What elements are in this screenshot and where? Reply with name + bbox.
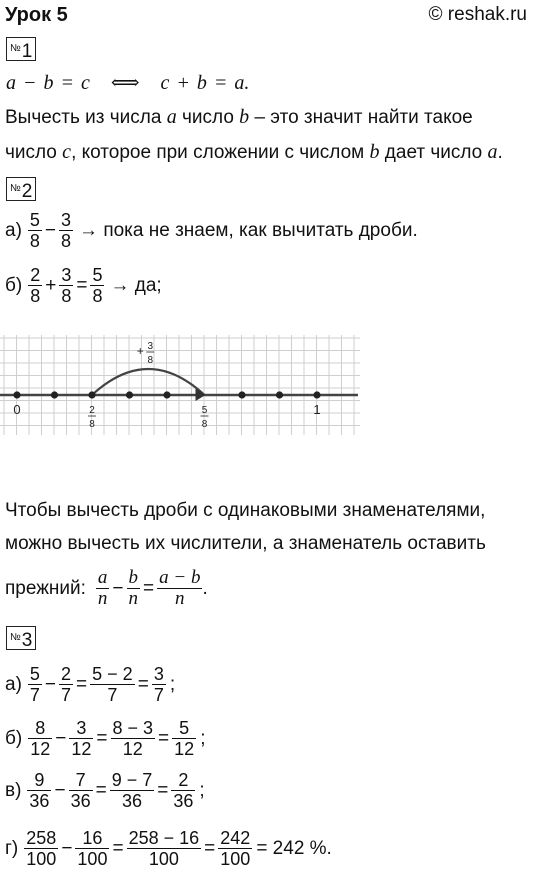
arc-label-numerator: 3: [147, 341, 154, 352]
point: [238, 391, 245, 398]
task-2-number: 2: [21, 181, 33, 202]
task-3-badge: №3: [6, 626, 36, 650]
arc-jump: [92, 369, 205, 395]
site-credit: © reshak.ru: [428, 4, 527, 25]
point: [88, 391, 95, 398]
label-start-denominator: 8: [89, 419, 95, 430]
task-1-formula: [6, 70, 249, 95]
task-3-row: б) $\frac{8}{12}$ − $\frac{3}{12}$ = $\frac{8 - 3}{12}$ = $\frac{5}{12}$ ;: [5, 718, 206, 759]
task-3-number: 3: [21, 630, 33, 651]
task-2-badge: №2: [6, 177, 36, 201]
arc-label-sign: +: [136, 344, 144, 358]
task-1-text-line-1: Вычесть из числа a число b – это значит найти такое: [5, 106, 473, 128]
label-start-numerator: 2: [89, 405, 95, 416]
task-1-number: 1: [21, 41, 33, 62]
formula-right: c + b = a.: [160, 72, 250, 94]
rule-line-2: можно вычесть их числители, а знаменатель оставить: [5, 533, 486, 554]
label-zero: 0: [13, 402, 21, 417]
number-line-figure: [0, 330, 370, 440]
point: [276, 391, 283, 398]
point: [51, 391, 58, 398]
arc-label-denominator: 8: [147, 355, 154, 366]
label-end-numerator: 5: [201, 405, 208, 416]
point: [163, 391, 170, 398]
point: [313, 391, 320, 398]
point: [126, 391, 133, 398]
task-3-row: г) $\frac{258}{100}$ − $\frac{16}{100}$ = $\frac{258 - 16}{100}$ = $\frac{242}{100}$ = 242 %.: [5, 828, 332, 869]
rule-line-1: Чтобы вычесть дроби с одинаковыми знаменателями,: [5, 500, 486, 521]
task-2-b: б) $\frac{2}{8}$ + $\frac{3}{8}$ = $\frac{5}{8}$ → да;: [5, 265, 162, 306]
task-2-a: а) $\frac{5}{8}$ − $\frac{3}{8}$ → пока не знаем, как вычитать дроби.: [5, 210, 418, 251]
task-3-row: а) $\frac{5}{7}$ − $\frac{2}{7}$ = $\frac{5 - 2}{7}$ = $\frac{3}{7}$ ;: [5, 664, 176, 705]
label-one: 1: [313, 402, 321, 417]
label-end-denominator: 8: [201, 419, 208, 430]
task-3-row: в) $\frac{9}{36}$ − $\frac{7}{36}$ = $\frac{9 - 7}{36}$ = $\frac{2}{36}$ ;: [5, 770, 205, 811]
formula-left: a − b = c: [6, 72, 90, 94]
rule-line-3: прежний: $\frac{a}{n}$ − $\frac{b}{n}$ = $\frac{a - b}{n}$ .: [5, 567, 208, 609]
lesson-title: Урок 5: [5, 4, 68, 26]
task-1-text-line-2: число c, которое при сложении с числом b дает число a.: [5, 141, 503, 163]
task-1-badge: №1: [6, 37, 36, 61]
iff-symbol: ⟺: [110, 72, 140, 94]
point: [13, 391, 20, 398]
